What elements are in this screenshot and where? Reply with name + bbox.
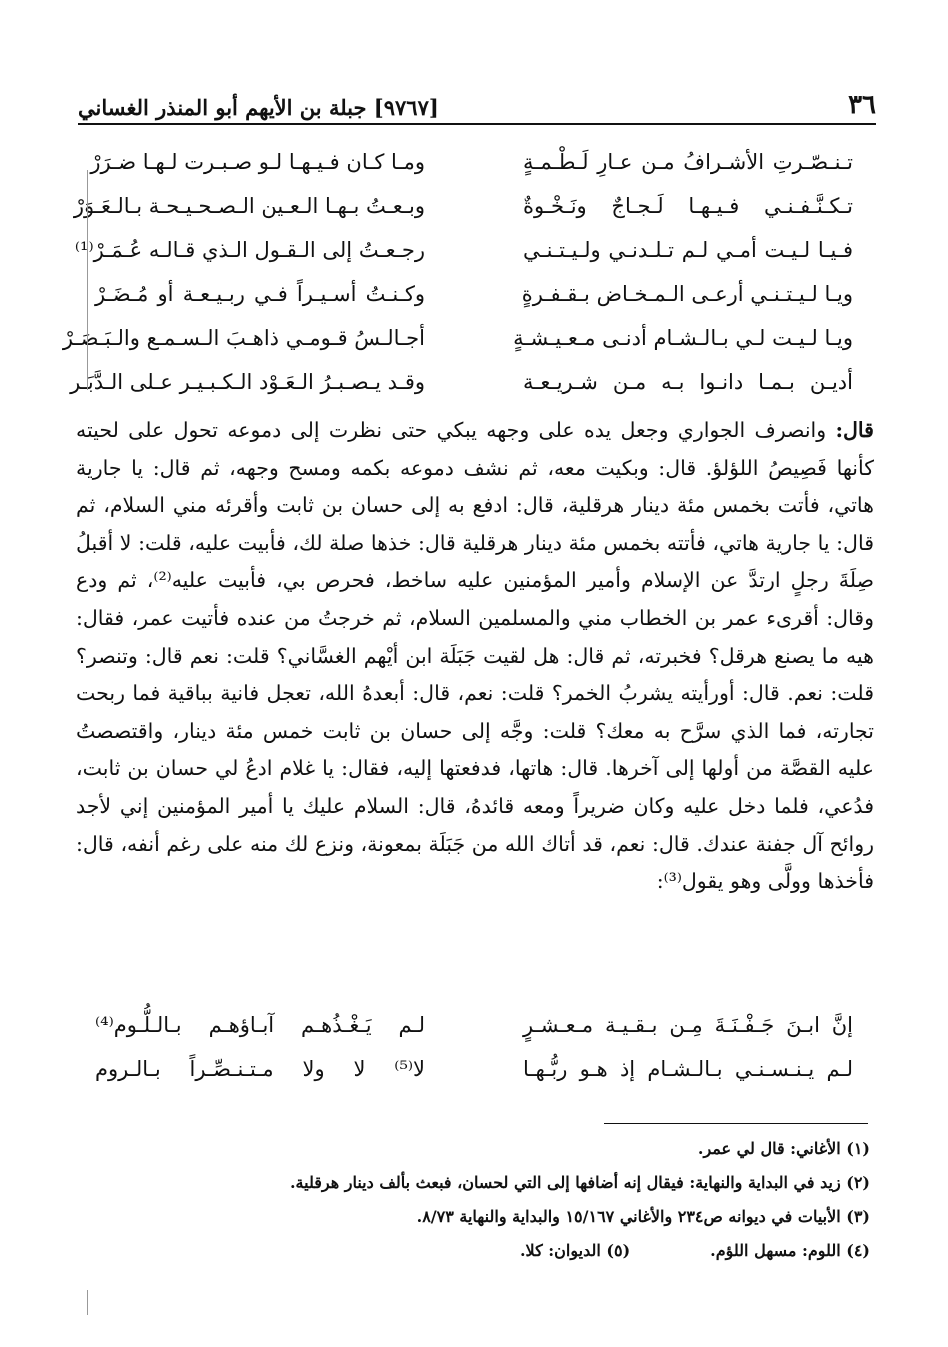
running-title: [٩٧٦٧] جبلة بن الأيهم أبو المنذر الغساني xyxy=(78,95,439,120)
verse-first-hemistich: لـم يـنـسـنـي بـالـشـام إذ هـو ربُّـهـا xyxy=(523,1057,853,1081)
poem-verse xyxy=(73,184,853,228)
footnote-text: الأغاني: قال لي عمر. xyxy=(697,1139,841,1158)
footnote-number: (٥) xyxy=(606,1241,631,1260)
footnote xyxy=(80,1200,870,1234)
poem-verse xyxy=(62,316,853,360)
verse-second-hemistich: أجـالـسُ قـومـي ذاهـبَ الـسـمـع والـبَـصَـرْ xyxy=(62,326,425,350)
poem-verse xyxy=(95,1003,853,1047)
verse-second-hemistich: لا⁽⁵⁾ لا ولا مـتـنـصِّـراً بـالـروم xyxy=(95,1057,425,1081)
margin-scan-line xyxy=(87,170,88,390)
footnote xyxy=(80,1166,870,1200)
verse-second-hemistich: وبـعـتُ بـهـا الـعـين الـصـحـيـحـة بـالـعَـوَرْ xyxy=(73,194,425,218)
verse-first-hemistich: تـنـصّـرتِ الأشـرافُ مـن عـارِ لَـطْـمـةٍ xyxy=(523,150,853,174)
poem-verse xyxy=(90,140,853,184)
footnote-text: الأبيات في ديوانه ص٢٣٤ والأغاني ١٥/١٦٧ والبداية والنهاية ٨/٧٣. xyxy=(416,1207,841,1226)
footnote-text: الديوان: كلا. xyxy=(519,1241,601,1260)
verse-first-hemistich: ويـا لـيـت لـي بـالـشـام أدنـى مـعـيـشـةٍ xyxy=(513,326,853,350)
page-number: ٣٦ xyxy=(848,90,876,120)
verse-first-hemistich: فـيـا لـيـت أمـي لـم تـلـدنـي ولـيـتـنـي xyxy=(523,238,853,262)
footnote-text: اللوم: مسهل اللؤم. xyxy=(710,1241,841,1260)
poem-verse xyxy=(95,272,853,316)
header-divider xyxy=(78,123,876,125)
footnote xyxy=(80,1132,870,1166)
footnote xyxy=(710,1234,870,1268)
verse-second-hemistich: لـم يَـغْـذُهـم آبـاؤهـم بـالـلُّـوم⁽⁴⁾ xyxy=(95,1013,425,1037)
verse-second-hemistich: وكـنـتُ أسـيـراً فـي ربـيـعـة أو مُـضَـرْ xyxy=(95,282,425,306)
verse-first-hemistich: ويـا لـيـتـنـي أرعـى الـمـخـاض بـقـفـرةٍ xyxy=(521,282,853,306)
footnote-number: (١) xyxy=(846,1139,870,1158)
poem-verse xyxy=(70,360,853,404)
page-header xyxy=(78,80,876,120)
footnote-divider xyxy=(604,1123,868,1124)
verse-first-hemistich: إنَّ ابـنَ جَـفْـنَـةَ مِـن بـقـيـة مـعـشـرٍ xyxy=(523,1013,853,1037)
prose-text: وانصرف الجواري وجعل يده على وجهه يبكي حتى نظرت إلى دموعه تحول على لحيته كأنها فَصِيصُ اللؤلؤ. قال: وبكيت معه، ثم نشف دموعه بكمه ومسح وجهه، ثم قال: يا جارية هاتي، فأتت بخمس مئة دينار هرقلية، قال: ادفع به إلى حسان بن ثابت وأقرئه مني السلام، ثم قال: يا جارية هاتي، فأتته بخمس مئة دينار هرقلية قال: خذها صلة لك، فأبيت عليه، قلت: لا أقبلُ صِلَةَ رجلٍ ارتدَّ عن الإسلام وأمير المؤمنين عليه ساخط، فحرص بي، فأبيت عليه⁽²⁾، ثم ودع وقال: أقرىء عمر بن الخطاب مني والمسلمين السلام، ثم خرجتُ من عنده فأتيت عمر، فقال: هيه ما يصنع هرقل؟ فخبرته، ثم قال: هل لقيت جَبَلَة ابن أيْهم الغسَّاني؟ قلت: نعم قال: وتنصر؟ قلت: نعم. قال: أورأيته يشربُ الخمر؟ قلت: نعم، قال: أبعدهُ الله، تعجل فانية بباقية فما ربحت تجارته، فما الذي سرَّح به معك؟ قلت: وجَّه إلى حسان بن ثابت خمس مئة دينار، واقتصصتُ عليه القصَّة من أولها إلى آخرها. قال: هاتها، فدفعتها إليه، فقال: يا غلام ادعُ لي حسان بن ثابت، فدُعي، فلما دخل عليه وكان ضريراً ومعه قائدهُ، قال: السلام عليك يا أمير المؤمنين إني لأجد روائح آل جفنة عندك. قال: نعم، قد أتاك الله من جَبَلَة بمعونة، ونزع لك منه على رغم أنفه، قال: فأخذها وولَّى وهو يقول⁽³⁾: xyxy=(76,418,874,894)
speaker-label: قال: xyxy=(835,418,874,442)
poem-verse xyxy=(95,1047,853,1091)
footnote-number: (٤) xyxy=(846,1241,870,1260)
footnote-number: (٢) xyxy=(846,1173,870,1192)
prose-paragraph xyxy=(76,412,874,901)
margin-scan-line xyxy=(87,1290,88,1315)
poem-verse xyxy=(74,228,853,272)
footnote-number: (٣) xyxy=(846,1207,870,1226)
footnote-row xyxy=(80,1234,870,1268)
poem-first xyxy=(62,140,853,404)
footnote-text: زيد في البداية والنهاية: فيقال إنه أضافها إلى التي لحسان، فبعث بألف دينار هرقلية. xyxy=(289,1173,841,1192)
footnote xyxy=(520,1234,630,1268)
verse-second-hemistich: وقـد يـصـبـرُ الـعَـوْد الـكـبـيـر عـلى الـدَّبَـر xyxy=(70,370,425,394)
footnotes xyxy=(80,1132,870,1268)
verse-second-hemistich: ومـا كـان فـيـهـا لـو صـبـرت لـهـا ضـرَرْ xyxy=(90,150,425,174)
poem-second xyxy=(95,1003,853,1091)
verse-first-hemistich: أديـن بـمـا دانـوا بـه مـن شـريـعـة xyxy=(523,370,853,394)
verse-first-hemistich: تـكـنَّـفـنـي فـيـهـا لَـجـاجٌ ونَـخْـوةٌ xyxy=(523,194,853,218)
verse-second-hemistich: رجـعـتُ إلى الـقـول الـذي قـالـه عُـمَـرْ⁽¹⁾ xyxy=(74,238,425,262)
